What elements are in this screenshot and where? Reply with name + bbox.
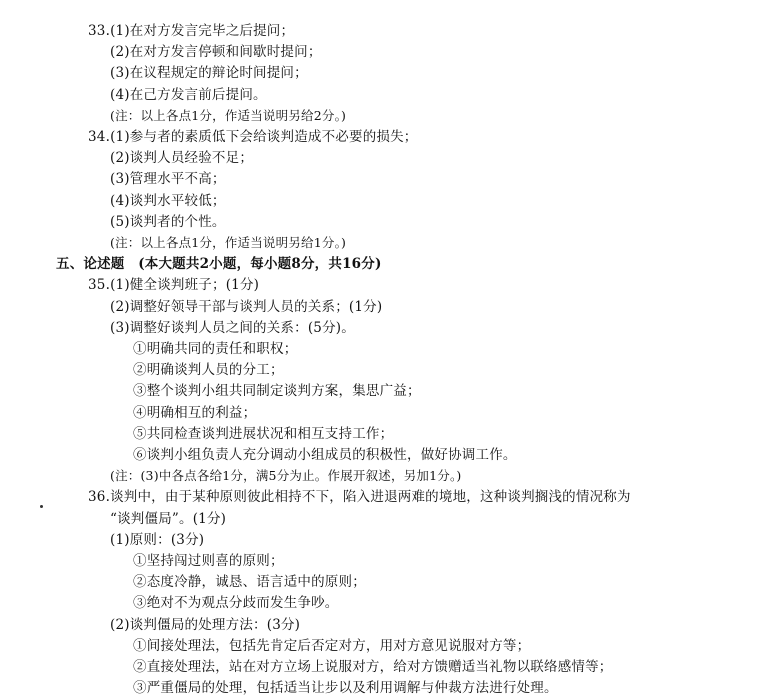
answer-36-definition-continued: “谈判僵局”。(1分) (110, 510, 227, 527)
answer-35-subitem-6: ⑥谈判小组负责人充分调动小组成员的积极性，做好协调工作。 (133, 447, 517, 463)
answer-36-method-2-offpage: ②直接处理法，站在对方立场上说服对方，给对方馈赠适当礼物以联络感情等； (133, 659, 613, 675)
answer-34-note: (注：以上各点1分，作适当说明另给1分。) (110, 235, 347, 250)
answer-34-item-4: (4)谈判水平较低； (110, 192, 226, 209)
answer-36-principles-heading: (1)原则：(3分) (110, 531, 205, 548)
answer-33-item-4: (4)在己方发言前后提问。 (110, 86, 267, 103)
answer-36-principle-1: ①坚持闯过则喜的原则； (133, 553, 284, 569)
answer-33-item-1: 33.(1)在对方发言完毕之后提问； (88, 23, 295, 39)
answer-36-method-1: ①间接处理法，包括先肯定后否定对方，用对方意见说服对方等； (133, 637, 531, 654)
answer-36-definition: 36.谈判中，由于某种原则彼此相持不下，陷入进退两难的境地，这种谈判搁浅的情况称为 (88, 489, 631, 506)
answer-35-subitem-1: ①明确共同的责任和职权； (133, 341, 298, 357)
answer-35-subitem-2: ②明确谈判人员的分工； (133, 362, 284, 379)
answer-33-item-2: (2)在对方发言停顿和间歇时提问； (110, 44, 322, 61)
answer-35-subitem-4: ④明确相互的利益； (133, 404, 257, 421)
answer-36-principle-2: ②态度冷静，诚恳、语言适中的原则； (133, 574, 366, 591)
answer-35-item-1: 35.(1)健全谈判班子；(1分) (88, 277, 260, 294)
section-5-heading: 五、论述题 (本大题共2小题，每小题8分，共16分) (56, 256, 382, 273)
answer-35-subitem-3: ③整个谈判小组共同制定谈判方案，集思广益； (133, 383, 421, 400)
answer-33-item-3: (3)在议程规定的辩论时间提问； (110, 65, 308, 82)
scan-speck (40, 505, 43, 508)
answer-33-note: (注：以上各点1分，作适当说明另给2分。) (110, 107, 347, 123)
answer-34-item-2: (2)谈判人员经验不足； (110, 150, 254, 167)
answer-34-item-5: (5)谈判者的个性。 (110, 213, 226, 230)
answer-35-item-2: (2)调整好领导干部与谈判人员的关系；(1分) (110, 298, 383, 315)
answer-35-item-3: (3)调整好谈判人员之间的关系：(5分)。 (110, 319, 355, 336)
answer-36-principle-3: ③绝对不为观点分歧而发生争吵。 (133, 595, 339, 612)
answer-35-note: (注：(3)中各点各给1分，满5分为止。作展开叙述，另加1分。) (110, 468, 462, 484)
answer-36-methods-heading: (2)谈判僵局的处理方法：(3分) (110, 616, 301, 633)
answer-35-subitem-5: ⑤共同检查谈判进展状况和相互支持工作； (133, 425, 394, 442)
answer-34-item-3: (3)管理水平不高； (110, 171, 226, 188)
answer-36-method-3-offpage: ③严重僵局的处理，包括适当让步以及利用调解与仲裁方法进行处理。 (133, 680, 558, 697)
answer-34-item-1: 34.(1)参与者的素质低下会给谈判造成不必要的损失； (88, 129, 418, 145)
